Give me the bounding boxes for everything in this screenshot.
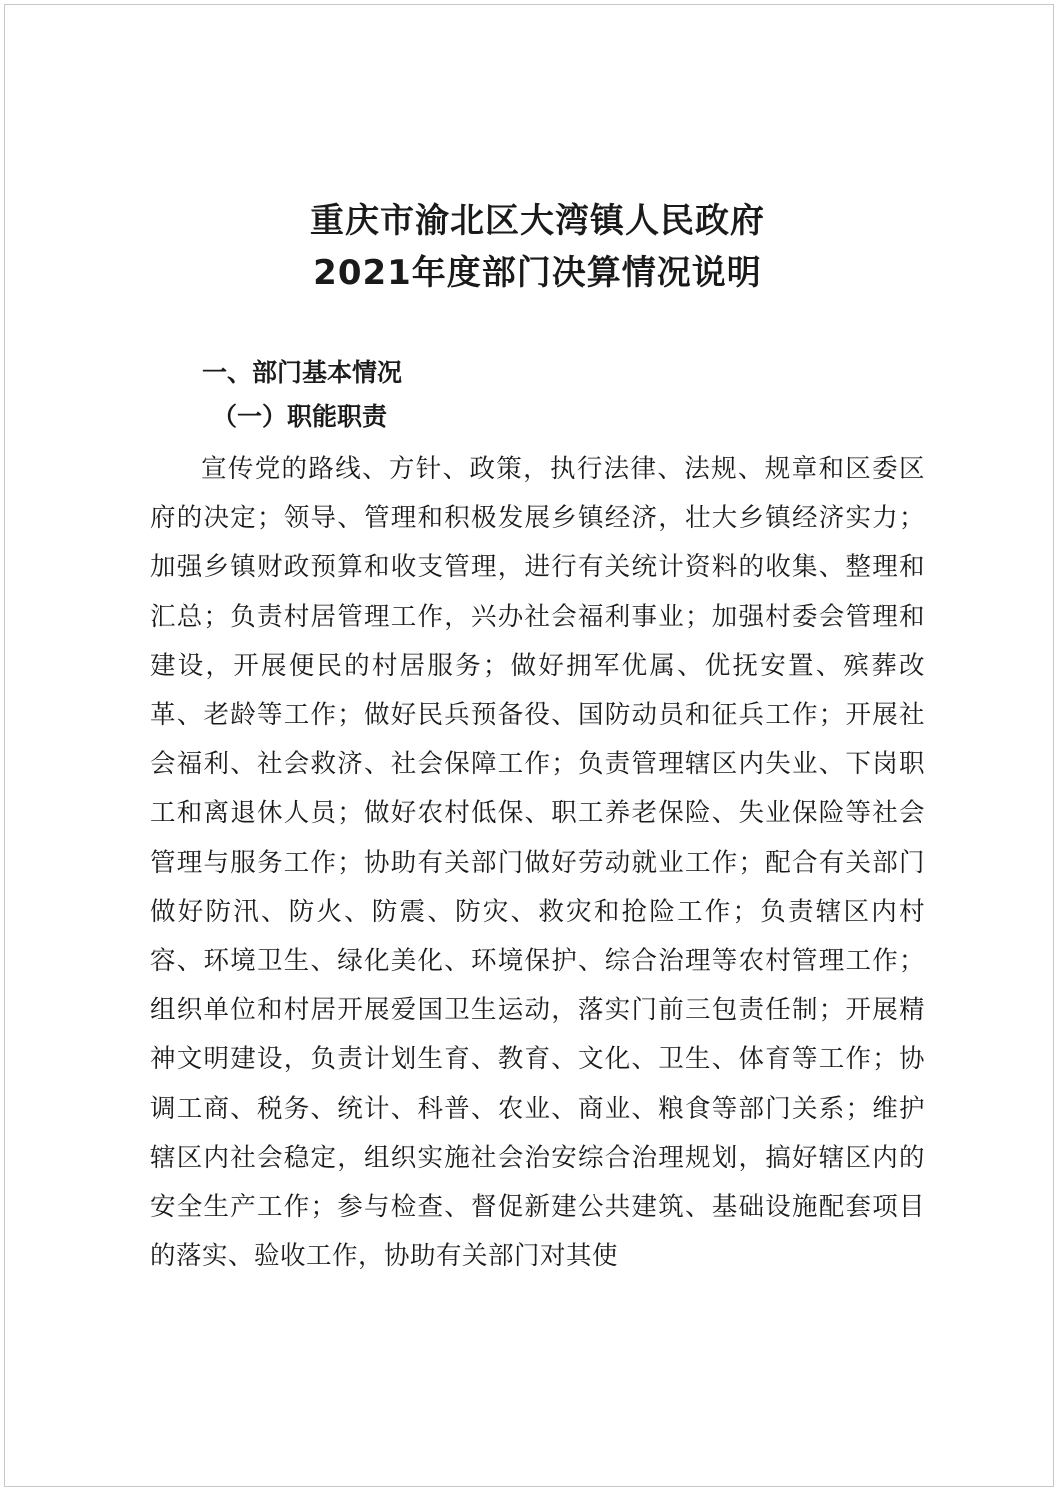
page-frame <box>4 4 1054 1487</box>
subsection-heading-functions: （一）职能职责 <box>212 402 388 431</box>
document-title-line-2: 2021年度部门决算情况说明 <box>313 253 762 293</box>
body-paragraph: 宣传党的路线、方针、政策，执行法律、法规、规章和区委区府的决定；领导、管理和积极发展乡镇经济，壮大乡镇经济实力；加强乡镇财政预算和收支管理，进行有关统计资料的收集、整理和汇总；负责村居管理工作，兴办社会福利事业；加强村委会管理和建设，开展便民的村居服务；做好拥军优属、优抚安置、殡葬改革、老龄等工作；做好民兵预备役、国防动员和征兵工作；开展社会福利、社会救济、社会保障工作；负责管理辖区内失业、下岗职工和离退休人员；做好农村低保、职工养老保险、失业保险等社会管理与服务工作；协助有关部门做好劳动就业工作；配合有关部门做好防汛、防火、防震、防灾、救灾和抢险工作；负责辖区内村容、环境卫生、绿化美化、环境保护、综合治理等农村管理工作；组织单位和村居开展爱国卫生运动，落实门前三包责任制；开展精神文明建设，负责计划生育、教育、文化、卫生、体育等工作；协调工商、税务、统计、科普、农业、商业、粮食等部门关系；维护辖区内社会稳定，组织实施社会治安综合治理规划，搞好辖区内的安全生产工作；参与检查、督促新建公共建筑、基础设施配套项目的落实、验收工作，协助有关部门对其使 <box>150 454 925 1272</box>
document-title <box>150 195 925 299</box>
document-title-line-1: 重庆市渝北区大湾镇人民政府 <box>310 201 765 241</box>
section-heading-basic-info: 一、部门基本情况 <box>202 358 403 387</box>
document-content <box>150 195 925 1281</box>
